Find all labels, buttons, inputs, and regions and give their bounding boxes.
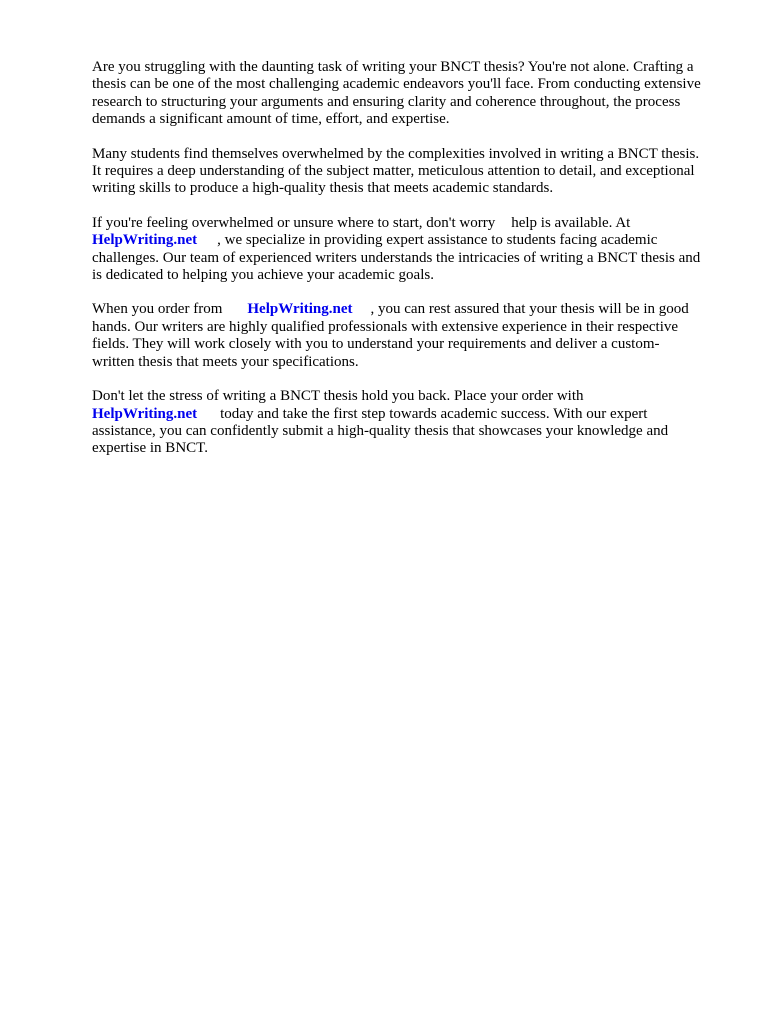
text-line (92, 406, 732, 423)
text-line: demands a significant amount of time, effort, and expertise. (92, 111, 450, 128)
text-line: Many students find themselves overwhelmed by the complexities involved in writing a BNCT thesis. (92, 145, 700, 162)
text-segment: today and take the first step towards academic success. With our expert (220, 405, 648, 422)
text-line (92, 215, 732, 232)
text-line (92, 232, 732, 249)
text-line: written thesis that meets your specifications. (92, 353, 359, 370)
text-line: is dedicated to helping you achieve your academic goals. (92, 267, 434, 284)
text-line: fields. They will work closely with you to understand your requirements and deliver a custom- (92, 336, 660, 353)
paragraph-intro (92, 59, 732, 129)
text-line: research to structuring your arguments and ensuring clarity and coherence throughout, the process (92, 93, 681, 110)
paragraph-help-available (92, 215, 732, 285)
text-line: writing skills to produce a high-quality thesis that meets academic standards. (92, 180, 554, 197)
text-segment: , you can rest assured that your thesis will be in good (370, 301, 689, 318)
text-line: challenges. Our team of experienced writers understands the intricacies of writing a BNCT thesis and (92, 249, 701, 266)
paragraph-cta (92, 388, 732, 458)
text-line: Are you struggling with the daunting task of writing your BNCT thesis? You're not alone. Crafting a (92, 59, 694, 75)
text-segment: , we specialize in providing expert assistance to students facing academic (217, 232, 658, 249)
text-line: thesis can be one of the most challenging academic endeavors you'll face. From conducting extensive (92, 76, 701, 93)
paragraph-order (92, 301, 732, 371)
text-line (92, 301, 732, 318)
helpwriting-link[interactable]: HelpWriting.net (247, 301, 353, 318)
text-segment: If you're feeling overwhelmed or unsure where to start, don't worry (92, 214, 496, 231)
paragraph-complexities (92, 146, 732, 198)
text-line: assistance, you can confidently submit a high-quality thesis that showcases your knowledge and (92, 422, 669, 439)
text-line: expertise in BNCT. (92, 440, 208, 457)
text-line: It requires a deep understanding of the subject matter, meticulous attention to detail, and exceptional (92, 163, 695, 180)
text-segment: help is available. At (511, 214, 631, 231)
text-line: hands. Our writers are highly qualified professionals with extensive experience in their respective (92, 318, 679, 335)
text-segment: When you order from (92, 301, 223, 318)
document-page (92, 59, 732, 475)
text-line: Don't let the stress of writing a BNCT thesis hold you back. Place your order with (92, 388, 584, 405)
helpwriting-link[interactable]: HelpWriting.net (92, 232, 198, 249)
helpwriting-link[interactable]: HelpWriting.net (92, 405, 198, 422)
